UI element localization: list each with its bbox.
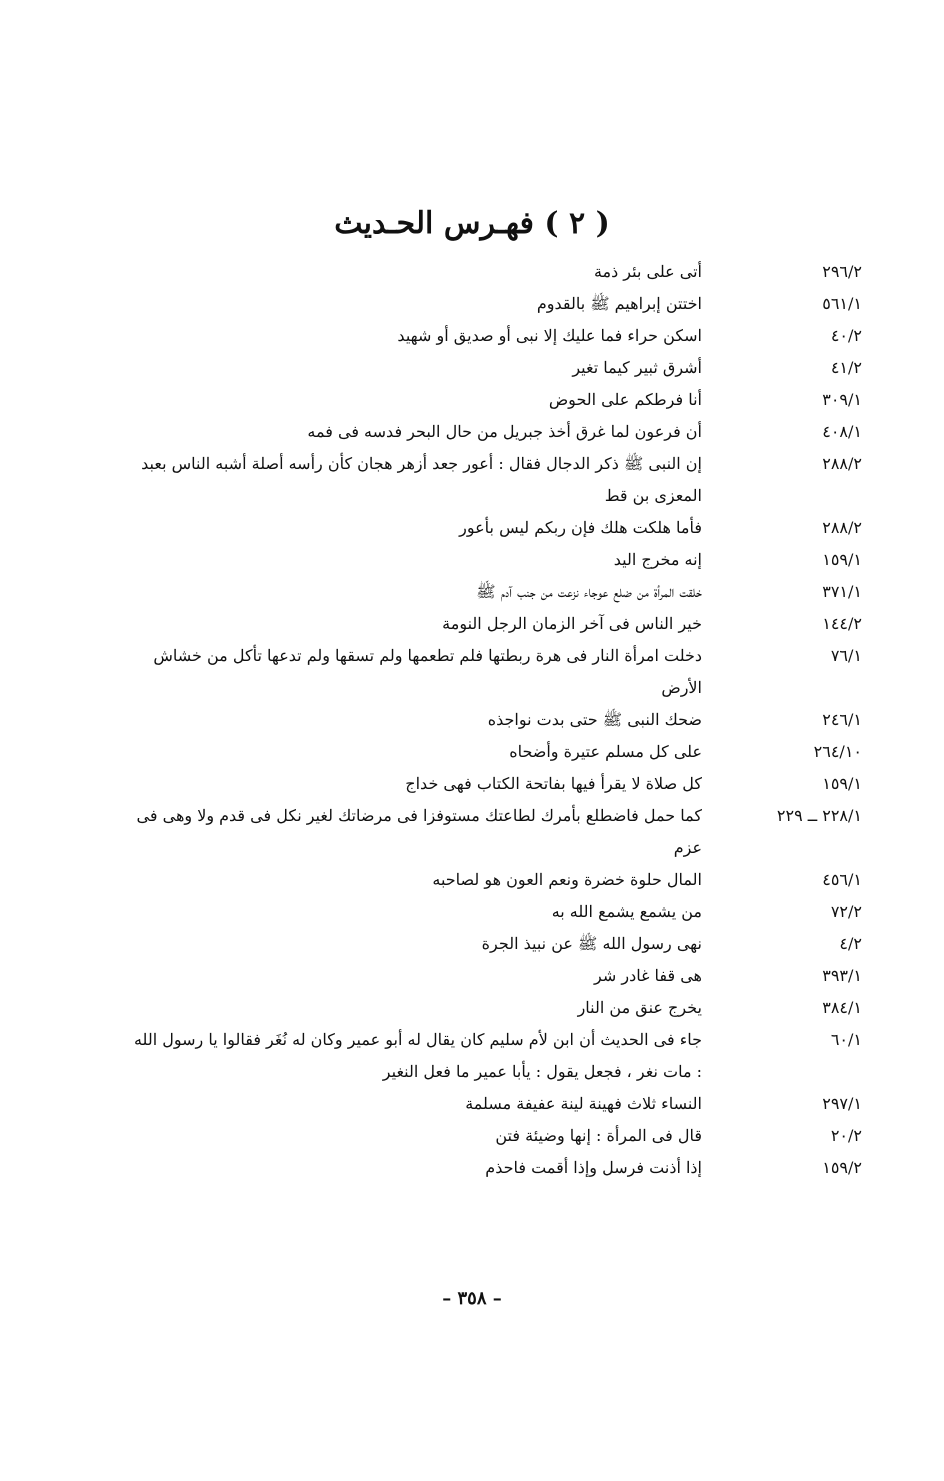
- hadith-text: فأما هلكت هلك فإن ربكم ليس بأعور: [459, 518, 702, 537]
- list-item: [130, 576, 870, 608]
- reference: ٣٠٩/١: [822, 390, 862, 409]
- hadith-text: هى قفا غادر شر: [594, 966, 702, 985]
- list-item: [130, 928, 870, 960]
- list-item: [130, 640, 870, 704]
- reference: ٣٨٤/١: [822, 998, 862, 1017]
- hadith-text: إذا أذنت فرسل وإذا أقمت فاحذم: [485, 1158, 702, 1177]
- reference: ٢٩٦/٢: [822, 262, 862, 281]
- list-item: [130, 800, 870, 864]
- list-item: [130, 384, 870, 416]
- list-item: [130, 608, 870, 640]
- list-item: [130, 1120, 870, 1152]
- hadith-text: ضحك النبى ﷺ حتى بدت نواجذه: [487, 710, 702, 729]
- hadith-text: نهى رسول الله ﷺ عن نبيذ الجرة: [481, 934, 702, 953]
- hadith-text: كما حمل فاضطلع بأمرك لطاعتك مستوفزا فى مرضاتك لغير نكل فى قدم ولا وهى فى عزم: [136, 806, 702, 857]
- hadith-text: يخرج عنق من النار: [577, 998, 702, 1017]
- list-item: [130, 1024, 870, 1088]
- hadith-text: خلقت المرأة من ضلع عوجاء نزعت من جنب آدم ﷺ: [476, 582, 702, 601]
- reference: ٣٧١/١: [822, 582, 862, 601]
- hadith-text: من يشمع يشمع الله به: [551, 902, 702, 921]
- list-item: [130, 960, 870, 992]
- reference: ٢٩٧/١: [822, 1094, 862, 1113]
- list-item: [130, 320, 870, 352]
- hadith-text: أن فرعون لما غرق أخذ جبريل من حال البحر فدسه فى فمه: [307, 422, 702, 441]
- reference: ٤/٢: [839, 934, 862, 953]
- hadith-text: اسكن حراء فما عليك إلا نبى أو صديق أو شهيد: [397, 326, 702, 345]
- reference: ١٥٩/١: [822, 774, 862, 793]
- list-item: [130, 512, 870, 544]
- reference: ٢٠/٢: [830, 1126, 862, 1145]
- reference: ٤٥٦/١: [822, 870, 862, 889]
- hadith-text: خير الناس فى آخر الزمان الرجل النومة: [442, 614, 702, 633]
- reference: ٢٢٨/١ ــ ٢٢٩: [776, 806, 862, 825]
- hadith-index-list: [130, 256, 870, 1184]
- list-item: [130, 896, 870, 928]
- reference: ٤٠/٢: [830, 326, 862, 345]
- list-item: [130, 288, 870, 320]
- list-item: [130, 544, 870, 576]
- list-item: [130, 736, 870, 768]
- reference: ٧٦/١: [830, 646, 862, 665]
- list-item: [130, 992, 870, 1024]
- reference: ٤٠٨/١: [822, 422, 862, 441]
- reference: ٧٢/٢: [830, 902, 862, 921]
- hadith-text: اختتن إبراهيم ﷺ بالقدوم: [536, 294, 702, 313]
- hadith-text: أنا فرطكم على الحوض: [548, 390, 702, 409]
- reference: ٥٦١/١: [822, 294, 862, 313]
- hadith-text: المال حلوة خضرة ونعم العون هو لصاحبه: [432, 870, 702, 889]
- hadith-text: على كل مسلم عتيرة وأضحاه: [509, 742, 702, 761]
- hadith-text: إنه مخرج اليد: [613, 550, 702, 569]
- reference: ٢٦٤/١٠: [813, 742, 862, 761]
- list-item: [130, 416, 870, 448]
- hadith-text: دخلت امرأة النار فى هرة ربطتها فلم تطعمها ولم تسقها ولم تدعها تأكل من خشاش الأرض: [153, 646, 702, 697]
- reference: ٣٩٣/١: [822, 966, 862, 985]
- hadith-text: إن النبى ﷺ ذكر الدجال فقال : أعور جعد أزهر هجان كأن رأسه أصلة أشبه الناس بعبد المعزى بن قط: [141, 454, 702, 505]
- reference: ٦٠/١: [830, 1030, 862, 1049]
- reference: ٢٤٦/١: [822, 710, 862, 729]
- reference: ١٥٩/٢: [822, 1158, 862, 1177]
- hadith-text: أشرق ثبير كيما تغير: [572, 358, 702, 377]
- reference: ٤١/٢: [830, 358, 862, 377]
- list-item: [130, 768, 870, 800]
- hadith-text: جاء فى الحديث أن ابن لأم سليم كان يقال له أبو عمير وكان له نُغَر فقالوا يا رسول الله : مات نغر ، فجعل يقول : يأبا عمير ما فعل النغير: [133, 1030, 702, 1081]
- hadith-text: أتى على بئر ذمة: [593, 262, 702, 281]
- list-item: [130, 864, 870, 896]
- reference: ١٥٩/١: [822, 550, 862, 569]
- reference: ٢٨٨/٢: [822, 518, 862, 537]
- list-item: [130, 448, 870, 512]
- page-number: – ٣٥٨ –: [442, 1288, 502, 1309]
- hadith-text: كل صلاة لا يقرأ فيها بفاتحة الكتاب فهى خداج: [405, 774, 702, 793]
- list-item: [130, 1088, 870, 1120]
- list-item: [130, 352, 870, 384]
- hadith-text: قال فى المرأة : إنها وضيئة فتن: [495, 1126, 702, 1145]
- hadith-text: النساء ثلاث فهينة لينة عفيفة مسلمة: [465, 1094, 702, 1113]
- list-item: [130, 1152, 870, 1184]
- page-title: ( ٢ ) فهـرس الحـديث: [334, 206, 610, 241]
- list-item: [130, 256, 870, 288]
- reference: ٢٨٨/٢: [822, 454, 862, 473]
- reference: ١٤٤/٢: [822, 614, 862, 633]
- list-item: [130, 704, 870, 736]
